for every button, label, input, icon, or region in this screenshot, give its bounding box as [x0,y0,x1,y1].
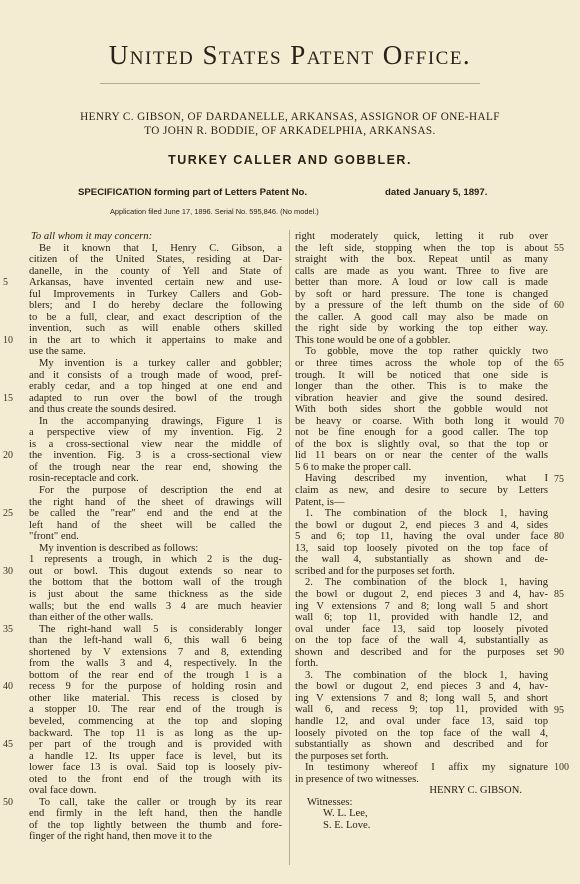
text-line: bottom of the rear end of the trough 1 is a [29,669,282,681]
text-line: backward. The top 11 is as long as the up- [29,727,282,739]
text-line: 13, said top loosely pivoted on the top face of [295,542,548,554]
text-line: by a pressure of the left thumb on the side of [295,300,548,312]
text-line: danelle, in the county of Yell and State of [29,265,282,277]
line-number: 40 [3,681,13,693]
text-line: better than more. A loud or low call is made [295,277,548,289]
text-line: a perspective view of my invention. Fig. 2 [29,427,282,439]
text-line: This tone would be one of a gobbler. [295,334,451,346]
line-number: 25 [3,508,13,520]
text-line: lower face 13 is oval. Said top is loosely piv- [29,762,282,774]
text-line: shown and described and for the purposes set [295,646,548,658]
text-line: ing V extensions 7 and 8; long wall 5 and short [295,600,548,612]
text-line: substantially as shown and described and for [295,739,548,751]
text-line: be called the "rear" end and the end at the [29,508,282,520]
text-line: a stopper 10. The rear end of the trough is [29,704,282,716]
inventor-line: TO JOHN R. BODDIE, OF ARKADELPHIA, ARKANSAS. [144,125,436,137]
right-column [295,231,548,831]
text-line: My invention is described as follows: [39,542,199,554]
text-line: 5 and 6; top 11, having the oval under face [295,531,548,543]
text-line: oval face down. [29,785,97,797]
text-line: finger of the right hand, then move it to the [29,831,212,843]
text-line: use the same. [29,346,86,358]
text-line: of the top lightly between the thumb and fore- [29,819,282,831]
line-number: 5 [3,277,8,289]
patent-date: dated January 5, 1897. [385,187,488,198]
text-line: oted to the front end of the trough with its [29,773,282,785]
text-line: Arkansas, have invented certain new and use- [29,277,282,289]
left-column [29,231,282,843]
text-line: HENRY C. GIBSON. [429,785,522,797]
text-line: vibration heavier and give the sound desired. [295,392,548,404]
text-line: The right-hand wall 5 is considerably longer [39,623,282,635]
line-number: 65 [554,358,564,370]
text-line: S. E. Love. [323,819,371,831]
text-line: My invention is a turkey caller and gobbler; [39,358,282,370]
text-line: walls; but the end walls 3 4 are much heavier [29,600,282,612]
text-line: For the purpose of description the end at [39,485,282,497]
text-line: ful Improvements in Turkey Callers and Gob- [29,288,282,300]
text-line: To all whom it may concern: [31,231,153,242]
inventor-line: HENRY C. GIBSON, OF DARDANELLE, ARKANSAS, ASSIGNOR OF ONE-HALF [80,111,500,123]
text-line: the purposes set forth. [295,750,389,762]
line-number: 85 [554,589,564,601]
line-number: 55 [554,242,564,254]
line-number: 70 [554,415,564,427]
text-line: the right side by working the top either way. [295,323,548,335]
text-line: Having described my invention, what I [305,473,548,485]
header-divider [100,83,480,84]
invention-title: TURKEY CALLER AND GOBBLER. [168,153,412,167]
text-line: to be a full, clear, and exact description of the [29,311,282,323]
line-number: 80 [554,531,564,543]
text-line: by soft or hard pressure. The tone is changed [295,288,548,300]
text-line: 5 6 to make the proper call. [295,461,412,473]
text-line: To gobble, move the top rather quickly two [305,346,548,358]
text-line: trough. It will be noticed that one side is [295,369,548,381]
line-number: 60 [554,300,564,312]
text-line: In the accompanying drawings, Figure 1 is [39,415,282,427]
text-line: and thus create the sounds desired. [29,404,177,416]
line-number: 15 [3,392,13,404]
text-line: right moderately quick, letting it rub over [295,231,548,242]
text-line: blers; and I do hereby declare the following [29,300,282,312]
text-line: shortened by V extensions 7 and 8, extending [29,646,282,658]
text-line: erably cedar, and a top hinged at one end and [29,381,282,393]
text-line: from the walls 3 and 4, respectively. In the [29,658,282,670]
text-line: left hand of the sheet will be called the [29,519,282,531]
text-line: than either of the other walls. [29,612,154,624]
text-line: wall 6, and recess 9; top 11, provided with [295,704,548,716]
text-line: In testimony whereof I affix my signature [305,762,548,774]
text-line: scribed and for the purposes set forth. [295,565,455,577]
text-line: or three times across the whole top of the [295,358,548,370]
text-line: loosely pivoted on the top face of the wall 4, [295,727,548,739]
text-line: wall 6; top 11, provided with handle 12, and [295,612,548,624]
text-line: the left side, stopping when the top is about [295,242,548,254]
text-line: a handle 12. Its upper face is level, but its [29,750,282,762]
text-line: of the trough near the rear end, showing the [29,461,282,473]
text-line: citizen of the United States, residing at Dar- [29,254,282,266]
text-line: than the left-hand wall 6, this wall 6 being [29,635,282,647]
text-line: handle 12, and oval under face 13, said top [295,715,548,727]
text-line: 1 represents a trough, in which 2 is the dug- [29,554,282,566]
text-line: the bowl or dugout 2, end pieces 3 and 4, hav- [295,588,548,600]
line-number: 35 [3,623,13,635]
line-number: 95 [554,704,564,716]
text-line: "front" end. [29,531,79,543]
text-line: recess 9 for the purpose of holding rosin and [29,681,282,693]
text-line: the invention. Fig. 3 is a cross-sectional view [29,450,282,462]
text-line: invention, such as will enable others skilled [29,323,282,335]
text-line: oval under face 13, said top loosely pivoted [295,623,548,635]
text-line: the bottom that the bottom wall of the trough [29,577,282,589]
text-line: With both sides short the gobble would not [295,404,548,416]
text-line: ing V extensions 7 and 8; long wall 5, and short [295,692,548,704]
text-line: adapted to run over the bowl of the trough [29,392,282,404]
text-line: straight with the box. Repeat until as many [295,254,548,266]
text-line: be heavy or coarse. With both long it would [295,415,548,427]
line-number: 30 [3,565,13,577]
line-number: 10 [3,334,13,346]
text-line: Patent, is— [295,496,345,508]
text-line: 1. The combination of the block 1, having [305,508,548,520]
inventor-statement [30,110,550,138]
text-line: forth. [295,658,319,670]
text-line: 3. The combination of the block 1, having [305,669,548,681]
text-line: beveled, commencing at the top and sloping [29,715,282,727]
text-line: calls are made as you want. Three to five are [295,265,548,277]
text-line: longer than the other. This is to make the [295,381,548,393]
line-number: 100 [554,762,569,774]
text-line: and it consists of a trough made of wood, pref- [29,369,282,381]
text-line: per part of the trough and is provided with [29,739,282,751]
text-line: is just about the same thickness as the side [29,588,282,600]
line-number: 90 [554,646,564,658]
text-line: the bowl or dugout 2, end pieces 3 and 4, hav- [295,681,548,693]
text-line: on the top face of the wall 4, substantially as [295,635,548,647]
text-line: in the art to which it appertains to make and [29,334,282,346]
line-number: 75 [554,473,564,485]
text-line: out or bowl. This dugout extends so near to [29,565,282,577]
application-line: Application filed June 17, 1896. Serial No. 595,846. (No model.) [110,207,319,216]
text-line: the bowl or dugout 2, end pieces 3 and 4, sides [295,519,548,531]
text-line: rosin-receptacle and cork. [29,473,139,485]
text-line: the caller. A good call may also be made on [295,311,548,323]
text-line: other like material. This recess is closed by [29,692,282,704]
specification-line: SPECIFICATION forming part of Letters Patent No. [78,187,308,198]
text-line: W. L. Lee, [323,808,368,820]
text-line: the wall 4, substantially as shown and de- [295,554,548,566]
text-line: end firmly in the left hand, then the handle [29,808,282,820]
text-line: Witnesses: [307,796,353,808]
text-line: 2. The combination of the block 1, having [305,577,548,589]
line-number: 20 [3,450,13,462]
text-line: To call, take the caller or trough by its rear [39,796,282,808]
line-number: 50 [3,796,13,808]
text-line: the right hand of the sheet of drawings will [29,496,282,508]
office-title: United States Patent Office. [108,40,472,70]
column-divider [289,230,290,865]
text-line: not be fine enough for a good caller. The top [295,427,548,439]
text-line: claim as new, and desire to secure by Letters [295,485,548,497]
line-number: 45 [3,739,13,751]
text-line: lid 11 bears on or near the center of the walls [295,450,548,462]
text-line: in presence of two witnesses. [295,773,419,785]
text-line: Be it known that I, Henry C. Gibson, a [39,242,282,254]
text-line: is a cross-sectional view near the middle of [29,438,282,450]
text-line: of the box is slightly oval, so that the top or [295,438,548,450]
